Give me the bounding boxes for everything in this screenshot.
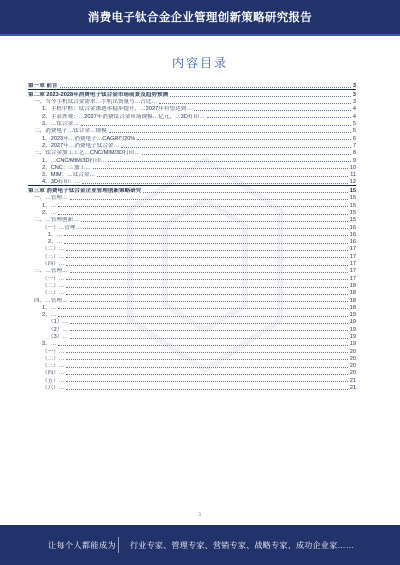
toc-entry-page: 21 [349, 377, 356, 384]
toc-entry[interactable] [28, 260, 356, 267]
toc-entry-page: 4 [352, 113, 356, 120]
toc-leader-dots [142, 154, 351, 155]
toc-entry[interactable] [28, 340, 356, 347]
toc-entry-label: 第三章 消费电子钛合金企业管理创新策略研究 [28, 188, 142, 195]
toc-entry-label: （二）… [42, 355, 65, 362]
toc-entry[interactable] [28, 156, 356, 163]
toc-entry-page: 8 [352, 150, 356, 157]
toc-entry-page: 17 [349, 261, 356, 268]
toc-entry-page: 19 [349, 333, 356, 340]
toc-entry-label: 第一章 前言 [28, 83, 58, 90]
toc-leader-dots [66, 287, 347, 288]
toc-entry[interactable] [28, 369, 356, 376]
toc-leader-dots [170, 96, 351, 97]
toc-leader-dots [70, 338, 348, 339]
toc-entry-label: （1）… [48, 319, 68, 326]
toc-entry[interactable] [28, 304, 356, 311]
toc-entry-label: 一、当今手机钛合金需求…手机出货量与…占比… [34, 99, 158, 106]
toc-entry[interactable] [28, 267, 356, 274]
toc-entry-page: 17 [349, 275, 356, 282]
toc-entry-page: 19 [349, 312, 356, 319]
toc-leader-dots [109, 132, 351, 133]
toc-entry[interactable] [28, 333, 356, 340]
toc-leader-dots [66, 359, 347, 360]
toc-entry-label: 4、3D打印：… [42, 179, 81, 186]
toc-entry-page: 20 [349, 355, 356, 362]
toc-entry-page: 3 [352, 91, 356, 98]
toc-entry-page: 3 [352, 83, 356, 90]
toc-entry-label: 2、CNC：…加工… [42, 164, 91, 171]
toc-leader-dots [64, 235, 347, 236]
toc-entry-label: 1、手机中框：钛合金渗透率稳步提升，…2027年有望达到… [42, 106, 192, 113]
toc-entry-page: 17 [349, 246, 356, 253]
page-header [0, 0, 400, 34]
toc-entry-label: （三）… [42, 363, 65, 370]
toc-entry[interactable] [28, 142, 356, 149]
toc-entry-label: 2、… [42, 209, 57, 216]
toc-entry[interactable] [28, 318, 356, 325]
toc-entry-label: 四、…管理… [34, 297, 68, 304]
toc-chapter-entry[interactable] [28, 82, 356, 89]
toc-leader-dots [93, 168, 348, 169]
toc-leader-dots [66, 352, 347, 353]
toc-entry-page: 6 [352, 135, 356, 142]
toc-entry[interactable] [28, 245, 356, 252]
toc-entry-label: 3、… [42, 341, 57, 348]
toc-entry[interactable] [28, 325, 356, 332]
toc-entry-page: 18 [349, 290, 356, 297]
toc-entry-page: 7 [352, 142, 356, 149]
toc-entry-page: 20 [349, 348, 356, 355]
toc-entry[interactable] [28, 112, 356, 119]
toc-leader-dots [66, 279, 347, 280]
table-of-contents [28, 82, 356, 391]
toc-entry-label: 2、… [48, 239, 63, 246]
toc-chapter-entry[interactable] [28, 187, 356, 194]
toc-leader-dots [81, 125, 351, 126]
toc-entry-label: （六）… [42, 385, 65, 392]
toc-leader-dots [70, 301, 348, 302]
toc-entry[interactable] [28, 282, 356, 289]
toc-leader-dots [70, 323, 348, 324]
toc-leader-dots [58, 308, 347, 309]
toc-entry-page: 17 [349, 268, 356, 275]
toc-entry-page: 18 [349, 304, 356, 311]
toc-entry-page: 18 [349, 297, 356, 304]
toc-entry[interactable] [28, 127, 356, 134]
toc-entry[interactable] [28, 231, 356, 238]
toc-entry-label: （二）… [42, 246, 65, 253]
toc-entry-page: 15 [349, 202, 356, 209]
toc-entry-page: 20 [349, 363, 356, 370]
toc-entry[interactable] [28, 105, 356, 112]
toc-entry-label: 3、…钛合金… [42, 121, 79, 128]
toc-entry-page: 19 [349, 341, 356, 348]
report-title: 消费电子钛合金企业管理创新策略研究报告 [87, 12, 313, 24]
toc-entry[interactable] [28, 216, 356, 223]
toc-entry-label: 二、消费电子…钛合金…规模 [34, 128, 107, 135]
toc-entry-page: 15 [349, 195, 356, 202]
toc-entry[interactable] [28, 252, 356, 259]
toc-entry[interactable] [28, 274, 356, 281]
toc-leader-dots [159, 103, 351, 104]
page-number: 1 [198, 512, 202, 518]
toc-leader-dots [60, 87, 351, 88]
toc-heading: 内容目录 [171, 56, 228, 70]
toc-entry-page: 21 [349, 385, 356, 392]
toc-leader-dots [58, 206, 347, 207]
toc-entry-label: 3、MIM：…钛合金… [42, 172, 96, 179]
toc-entry-label: （一）…管理… [42, 224, 82, 231]
toc-entry[interactable] [28, 384, 356, 391]
toc-entry-label: 1、2023年…消费电子…CAGR约20% [42, 135, 136, 142]
toc-entry-label: （四）… [42, 261, 65, 268]
toc-leader-dots [66, 257, 347, 258]
toc-entry-label: 2、手表外观：…2027年消费钛合金市场规模…亿元，…3D打印… [42, 113, 205, 120]
toc-entry[interactable] [28, 171, 356, 178]
toc-entry-label: 2、2027年…消费电子钛合金… [42, 142, 120, 149]
toc-entry-page: 5 [352, 128, 356, 135]
toc-chapter-entry[interactable] [28, 91, 356, 98]
toc-entry-label: （2）… [48, 326, 68, 333]
toc-leader-dots [108, 161, 351, 162]
toc-entry-page: 15 [349, 188, 356, 195]
toc-entry-page: 16 [349, 224, 356, 231]
toc-entry-label: （3）… [48, 333, 68, 340]
toc-entry[interactable] [28, 238, 356, 245]
toc-entry-page: 5 [352, 121, 356, 128]
toc-entry-label: 1、… [48, 231, 63, 238]
toc-leader-dots [70, 272, 348, 273]
toc-entry[interactable] [28, 209, 356, 216]
toc-entry-label: （二）… [42, 282, 65, 289]
toc-leader-dots [194, 110, 351, 111]
toc-leader-dots [66, 250, 347, 251]
toc-entry-label: （一）… [42, 348, 65, 355]
toc-entry-page: 18 [349, 282, 356, 289]
toc-entry-label: 第二章 2023-2028年消费电子钛合金市场前景及趋势预测 [28, 91, 169, 98]
toc-entry-label: （五）… [42, 377, 65, 384]
toc-entry-page: 16 [349, 239, 356, 246]
toc-entry[interactable] [28, 164, 356, 171]
toc-leader-dots [64, 243, 347, 244]
toc-entry-label: 1、… [42, 202, 57, 209]
toc-entry-page: 4 [352, 106, 356, 113]
toc-entry-page: 15 [349, 217, 356, 224]
toc-leader-dots [66, 374, 347, 375]
toc-entry-label: （四）… [42, 370, 65, 377]
toc-entry-page: 15 [349, 209, 356, 216]
toc-entry[interactable] [28, 223, 356, 230]
toc-leader-dots [83, 228, 348, 229]
toc-leader-dots [58, 345, 347, 346]
toc-entry-label: 1、… [42, 304, 57, 311]
toc-entry-label: 三、钛合金加工工艺…CNC/MIM/3D打印… [34, 150, 140, 157]
toc-entry-page: 19 [349, 319, 356, 326]
toc-entry[interactable] [28, 347, 356, 354]
toc-entry[interactable] [28, 120, 356, 127]
toc-entry[interactable] [28, 98, 356, 105]
toc-leader-dots [70, 330, 348, 331]
toc-entry-page: 20 [349, 370, 356, 377]
toc-entry-label: （三）… [42, 253, 65, 260]
toc-entry-label: 2、… [42, 312, 57, 319]
toc-leader-dots [143, 192, 347, 193]
footer-slogan: 让每个人都能成为 [48, 541, 116, 550]
toc-entry[interactable] [28, 201, 356, 208]
toc-entry-page: 11 [350, 172, 356, 179]
toc-entry-page: 12 [349, 179, 356, 186]
toc-entry[interactable] [28, 362, 356, 369]
toc-entry[interactable] [28, 296, 356, 303]
toc-entry-label: 1、…CNC/MIM/3D打印… [42, 157, 107, 164]
toc-entry-label: （一）… [42, 275, 65, 282]
toc-entry-label: 三、…管理… [34, 268, 68, 275]
toc-entry-page: 16 [349, 231, 356, 238]
toc-leader-dots [58, 214, 347, 215]
toc-entry-label: 二、…管理创新… [34, 217, 79, 224]
toc-leader-dots [66, 265, 347, 266]
toc-leader-dots [58, 316, 347, 317]
page-footer [0, 525, 400, 565]
toc-leader-dots [82, 183, 348, 184]
toc-leader-dots [70, 199, 348, 200]
footer-tagline: 行业专家、管理专家、营销专家、战略专家、成功企业家…… [130, 541, 355, 550]
toc-entry-page: 19 [349, 326, 356, 333]
toc-leader-dots [81, 221, 348, 222]
toc-entry[interactable] [28, 376, 356, 383]
toc-entry[interactable] [28, 194, 356, 201]
toc-leader-dots [66, 381, 347, 382]
toc-leader-dots [66, 294, 347, 295]
toc-leader-dots [66, 389, 347, 390]
toc-leader-dots [137, 139, 351, 140]
toc-entry-page: 10 [349, 164, 356, 171]
toc-leader-dots [66, 367, 347, 368]
toc-entry[interactable] [28, 311, 356, 318]
toc-leader-dots [121, 147, 351, 148]
toc-entry[interactable] [28, 289, 356, 296]
toc-entry[interactable] [28, 178, 356, 185]
toc-entry[interactable] [28, 149, 356, 156]
toc-leader-dots [207, 117, 351, 118]
toc-entry-page: 17 [349, 253, 356, 260]
toc-leader-dots [97, 176, 348, 177]
footer-divider [118, 537, 119, 553]
toc-entry-page: 3 [352, 99, 356, 106]
toc-entry-label: （三）… [42, 290, 65, 297]
header-divider [0, 34, 400, 36]
toc-entry-page: 9 [352, 157, 356, 164]
toc-entry-label: 一、…管理… [34, 195, 68, 202]
toc-entry[interactable] [28, 134, 356, 141]
toc-entry[interactable] [28, 355, 356, 362]
